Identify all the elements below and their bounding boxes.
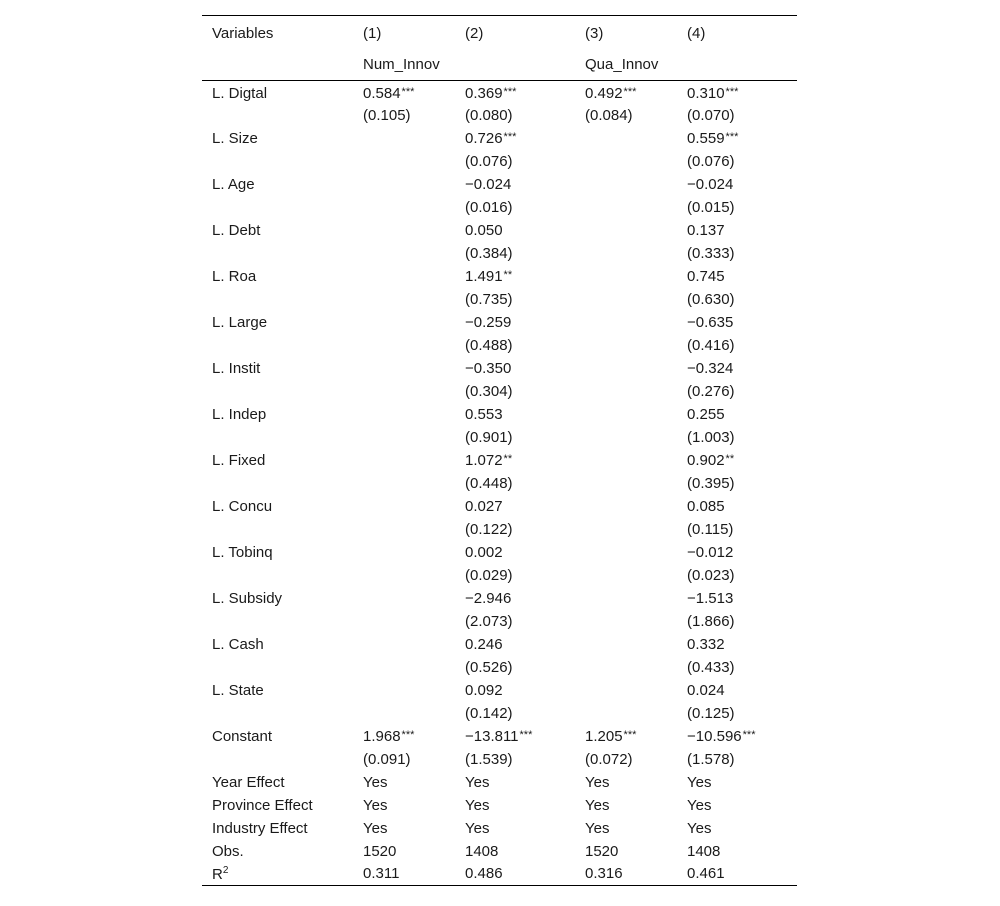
coefficient-value: 0.092 [465, 681, 503, 699]
coefficient-cell [677, 449, 797, 472]
coefficient-cell [353, 81, 455, 104]
standard-error-cell: (0.080) [465, 106, 513, 124]
significance-stars: *** [519, 728, 533, 741]
variable-label: Constant [212, 727, 273, 745]
coefficient-value: 0.310 [687, 84, 725, 102]
blank-cell [202, 472, 353, 495]
coefficient-cell [677, 541, 797, 564]
variable-label: L. State [212, 681, 264, 699]
coefficient-row [202, 127, 797, 150]
coefficient-cell [575, 357, 677, 380]
significance-stars: *** [725, 130, 739, 143]
coefficient-cell [455, 311, 575, 334]
standard-error-cell: (0.070) [687, 106, 735, 124]
blank-cell [202, 748, 353, 771]
standard-error-cell [353, 656, 455, 679]
standard-error-cell [353, 610, 455, 633]
standard-error-cell: (0.448) [465, 474, 513, 492]
standard-error-cell: (1.003) [687, 428, 735, 446]
coefficient-cell [455, 633, 575, 656]
coefficient-cell [575, 219, 677, 242]
standard-error-cell: (0.384) [465, 244, 513, 262]
blank-cell [202, 656, 353, 679]
coefficient-value: −0.024 [687, 175, 734, 193]
coefficient-cell [353, 265, 455, 288]
standard-error-cell [575, 610, 677, 633]
coefficient-cell [677, 633, 797, 656]
coefficient-value: −0.259 [465, 313, 512, 331]
standard-error-cell [575, 564, 677, 587]
coefficient-cell [677, 495, 797, 518]
standard-error-cell: (2.073) [465, 612, 513, 630]
standard-error-cell [353, 564, 455, 587]
coefficient-cell [455, 357, 575, 380]
footer-value: Yes [687, 819, 712, 837]
coefficient-cell [575, 265, 677, 288]
coefficient-value: −1.513 [687, 589, 734, 607]
variable-label: L. Indep [212, 405, 267, 423]
significance-stars: ** [503, 452, 513, 465]
group-label-num-innov: Num_Innov [363, 56, 440, 73]
blank-cell [202, 242, 353, 265]
footer-value: 1520 [585, 842, 619, 860]
blank-cell [202, 426, 353, 449]
standard-error-cell: (0.125) [687, 704, 735, 722]
standard-error-cell: (1.539) [465, 750, 513, 768]
variable-label: L. Size [212, 129, 258, 147]
variable-label: L. Debt [212, 221, 261, 239]
coefficient-cell [455, 449, 575, 472]
coefficient-cell [575, 449, 677, 472]
standard-error-cell [575, 472, 677, 495]
coefficient-cell [677, 587, 797, 610]
coefficient-value: −2.946 [465, 589, 512, 607]
footer-value: Yes [687, 773, 712, 791]
significance-stars: *** [401, 85, 415, 98]
footer-value: Yes [363, 796, 388, 814]
coefficient-row [202, 495, 797, 518]
variable-label: L. Subsidy [212, 589, 283, 607]
footer-value: 1408 [465, 842, 499, 860]
coefficient-value: 0.584 [363, 84, 401, 102]
standard-error-cell: (0.276) [687, 382, 735, 400]
standard-error-cell: (0.526) [465, 658, 513, 676]
coefficient-cell [575, 127, 677, 150]
coefficient-value: 1.968 [363, 727, 401, 745]
blank-cell [202, 610, 353, 633]
footer-value: Yes [465, 796, 490, 814]
coefficient-cell [575, 173, 677, 196]
coefficient-value: 0.002 [465, 543, 503, 561]
coefficient-cell [353, 449, 455, 472]
standard-error-row [202, 748, 797, 771]
coefficient-row [202, 81, 797, 104]
footer-row [202, 840, 797, 863]
standard-error-cell [575, 242, 677, 265]
footer-label: Industry Effect [212, 819, 308, 837]
footer-value: 1408 [687, 842, 721, 860]
variable-label: L. Concu [212, 497, 273, 515]
footer-row [202, 817, 797, 840]
standard-error-row [202, 288, 797, 311]
coefficient-cell [575, 311, 677, 334]
coefficient-value: 0.553 [465, 405, 503, 423]
header-blank-cell [455, 49, 575, 81]
coefficient-cell [575, 633, 677, 656]
r-squared-value: 0.311 [363, 865, 400, 883]
table-body [202, 81, 797, 886]
coefficient-value: −0.024 [465, 175, 512, 193]
standard-error-cell [575, 702, 677, 725]
standard-error-cell: (0.016) [465, 198, 513, 216]
coefficient-row [202, 311, 797, 334]
standard-error-cell [575, 150, 677, 173]
standard-error-cell: (0.901) [465, 428, 513, 446]
coefficient-cell [575, 81, 677, 104]
coefficient-value: 0.492 [585, 84, 623, 102]
standard-error-cell: (0.416) [687, 336, 735, 354]
footer-value: Yes [585, 773, 610, 791]
standard-error-row [202, 656, 797, 679]
coefficient-value: 0.559 [687, 129, 725, 147]
standard-error-cell [353, 380, 455, 403]
standard-error-row [202, 380, 797, 403]
standard-error-cell [353, 518, 455, 541]
coefficient-value: −0.350 [465, 359, 512, 377]
footer-value: Yes [465, 819, 490, 837]
coefficient-cell [677, 357, 797, 380]
standard-error-cell [353, 334, 455, 357]
coefficient-value: 0.745 [687, 267, 725, 285]
coefficient-cell [677, 265, 797, 288]
variable-label: L. Fixed [212, 451, 266, 469]
standard-error-cell [353, 702, 455, 725]
standard-error-cell: (0.735) [465, 290, 513, 308]
standard-error-cell: (1.866) [687, 612, 735, 630]
coefficient-cell [353, 173, 455, 196]
coefficient-value: 0.332 [687, 635, 725, 653]
coefficient-cell [455, 725, 575, 748]
standard-error-row [202, 104, 797, 127]
variable-label: L. Large [212, 313, 268, 331]
col-header-3: (3) [585, 25, 604, 42]
coefficient-cell [575, 541, 677, 564]
significance-stars: ** [503, 268, 513, 281]
coefficient-value: 1.205 [585, 727, 623, 745]
coefficient-value: 0.369 [465, 84, 503, 102]
coefficient-cell [455, 127, 575, 150]
coefficient-cell [575, 587, 677, 610]
coefficient-cell [455, 495, 575, 518]
standard-error-cell [353, 242, 455, 265]
coefficient-cell [455, 403, 575, 426]
coefficient-cell [353, 127, 455, 150]
footer-label: Year Effect [212, 773, 285, 791]
col-header-4: (4) [687, 25, 706, 42]
coefficient-cell [677, 81, 797, 104]
blank-cell [202, 380, 353, 403]
coefficient-value: −10.596 [687, 727, 742, 745]
significance-stars: *** [742, 728, 756, 741]
coefficient-cell [677, 725, 797, 748]
regression-table-container [202, 15, 797, 886]
coefficient-value: 0.050 [465, 221, 503, 239]
standard-error-cell [353, 150, 455, 173]
coefficient-cell [353, 633, 455, 656]
coefficient-cell [455, 81, 575, 104]
header-row-dependent-variables [202, 49, 797, 81]
standard-error-cell: (0.015) [687, 198, 735, 216]
variable-label: L. Roa [212, 267, 257, 285]
coefficient-value: 0.085 [687, 497, 725, 515]
coefficient-cell [677, 219, 797, 242]
footer-row [202, 794, 797, 817]
standard-error-cell: (0.488) [465, 336, 513, 354]
standard-error-cell [575, 426, 677, 449]
coefficient-cell [455, 265, 575, 288]
standard-error-cell: (0.115) [687, 520, 734, 538]
coefficient-cell [677, 311, 797, 334]
coefficient-cell [455, 541, 575, 564]
coefficient-row [202, 541, 797, 564]
coefficient-cell [575, 403, 677, 426]
standard-error-cell [353, 472, 455, 495]
standard-error-cell: (1.578) [687, 750, 735, 768]
coefficient-value: −0.012 [687, 543, 734, 561]
coefficient-cell [455, 679, 575, 702]
standard-error-cell: (0.122) [465, 520, 513, 538]
coefficient-row [202, 219, 797, 242]
significance-stars: *** [623, 728, 637, 741]
footer-value: Yes [687, 796, 712, 814]
coefficient-cell [353, 357, 455, 380]
blank-cell [202, 702, 353, 725]
coefficient-row [202, 357, 797, 380]
r-squared-label-base: R [212, 865, 223, 883]
standard-error-row [202, 242, 797, 265]
coefficient-value: −0.324 [687, 359, 734, 377]
r-squared-label-exponent: 2 [222, 864, 229, 876]
coefficient-value: 1.491 [465, 267, 503, 285]
coefficient-cell [677, 173, 797, 196]
variable-label: L. Tobinq [212, 543, 273, 561]
header-blank-cell [202, 49, 353, 81]
blank-cell [202, 288, 353, 311]
standard-error-cell [575, 380, 677, 403]
coefficient-value: −0.635 [687, 313, 734, 331]
variables-header: Variables [212, 25, 274, 42]
standard-error-cell: (0.105) [363, 106, 411, 124]
significance-stars: *** [725, 85, 739, 98]
blank-cell [202, 196, 353, 219]
footer-value: 1520 [363, 842, 397, 860]
coefficient-cell [455, 219, 575, 242]
standard-error-cell: (0.076) [687, 152, 735, 170]
coefficient-cell [677, 127, 797, 150]
footer-label: Province Effect [212, 796, 313, 814]
significance-stars: *** [401, 728, 415, 741]
coefficient-value: 1.072 [465, 451, 503, 469]
footer-row [202, 771, 797, 794]
col-header-2: (2) [465, 25, 484, 42]
standard-error-row [202, 334, 797, 357]
coefficient-cell [677, 679, 797, 702]
coefficient-cell [353, 587, 455, 610]
standard-error-row [202, 472, 797, 495]
coefficient-row [202, 173, 797, 196]
standard-error-cell: (0.076) [465, 152, 513, 170]
r-squared-row [202, 863, 797, 886]
blank-cell [202, 564, 353, 587]
coefficient-row [202, 403, 797, 426]
standard-error-cell: (0.630) [687, 290, 735, 308]
standard-error-row [202, 610, 797, 633]
coefficient-cell [353, 311, 455, 334]
blank-cell [202, 518, 353, 541]
significance-stars: *** [503, 130, 517, 143]
coefficient-cell [575, 679, 677, 702]
coefficient-cell [455, 173, 575, 196]
standard-error-cell: (0.023) [687, 566, 735, 584]
standard-error-cell [575, 656, 677, 679]
standard-error-cell: (0.029) [465, 566, 513, 584]
standard-error-row [202, 702, 797, 725]
coefficient-row [202, 679, 797, 702]
coefficient-cell [575, 495, 677, 518]
standard-error-cell: (0.333) [687, 244, 735, 262]
regression-table [202, 15, 797, 886]
coefficient-row [202, 725, 797, 748]
header-row-column-numbers [202, 16, 797, 50]
standard-error-row [202, 150, 797, 173]
standard-error-cell [353, 196, 455, 219]
coefficient-cell [575, 725, 677, 748]
coefficient-cell [353, 679, 455, 702]
blank-cell [202, 334, 353, 357]
coefficient-row [202, 449, 797, 472]
variable-label: L. Instit [212, 359, 261, 377]
standard-error-row [202, 196, 797, 219]
standard-error-cell [575, 288, 677, 311]
standard-error-cell: (0.433) [687, 658, 735, 676]
blank-cell [202, 150, 353, 173]
coefficient-value: −13.811 [465, 727, 519, 745]
group-label-qua-innov: Qua_Innov [585, 56, 659, 73]
coefficient-value: 0.255 [687, 405, 725, 423]
footer-value: Yes [585, 796, 610, 814]
coefficient-value: 0.726 [465, 129, 503, 147]
coefficient-value: 0.902 [687, 451, 725, 469]
blank-cell [202, 104, 353, 127]
variable-label: L. Cash [212, 635, 264, 653]
standard-error-cell: (0.142) [465, 704, 513, 722]
coefficient-row [202, 265, 797, 288]
footer-label: Obs. [212, 842, 244, 860]
coefficient-value: 0.137 [687, 221, 725, 239]
footer-value: Yes [465, 773, 490, 791]
coefficient-cell [353, 541, 455, 564]
footer-value: Yes [585, 819, 610, 837]
standard-error-row [202, 426, 797, 449]
footer-value: Yes [363, 773, 388, 791]
r-squared-value: 0.316 [585, 865, 623, 883]
coefficient-cell [353, 219, 455, 242]
standard-error-row [202, 564, 797, 587]
coefficient-row [202, 633, 797, 656]
significance-stars: *** [503, 85, 517, 98]
coefficient-cell [353, 495, 455, 518]
coefficient-value: 0.024 [687, 681, 725, 699]
coefficient-cell [455, 587, 575, 610]
variable-label: L. Digtal [212, 84, 268, 102]
significance-stars: *** [623, 85, 637, 98]
standard-error-cell [575, 518, 677, 541]
standard-error-cell: (0.395) [687, 474, 735, 492]
significance-stars: ** [725, 452, 735, 465]
footer-value: Yes [363, 819, 388, 837]
coefficient-row [202, 587, 797, 610]
standard-error-cell: (0.072) [585, 750, 633, 768]
header-blank-cell [677, 49, 797, 81]
standard-error-cell [353, 426, 455, 449]
coefficient-cell [677, 403, 797, 426]
coefficient-cell [353, 403, 455, 426]
standard-error-row [202, 518, 797, 541]
r-squared-label [202, 863, 353, 886]
standard-error-cell: (0.091) [363, 750, 411, 768]
standard-error-cell [575, 196, 677, 219]
coefficient-value: 0.246 [465, 635, 503, 653]
coefficient-value: 0.027 [465, 497, 503, 515]
standard-error-cell: (0.304) [465, 382, 513, 400]
r-squared-value: 0.486 [465, 865, 503, 883]
standard-error-cell [353, 288, 455, 311]
standard-error-cell: (0.084) [585, 106, 633, 124]
variable-label: L. Age [212, 175, 255, 193]
r-squared-value: 0.461 [687, 865, 725, 883]
standard-error-cell [575, 334, 677, 357]
coefficient-cell [353, 725, 455, 748]
col-header-1: (1) [363, 25, 382, 42]
